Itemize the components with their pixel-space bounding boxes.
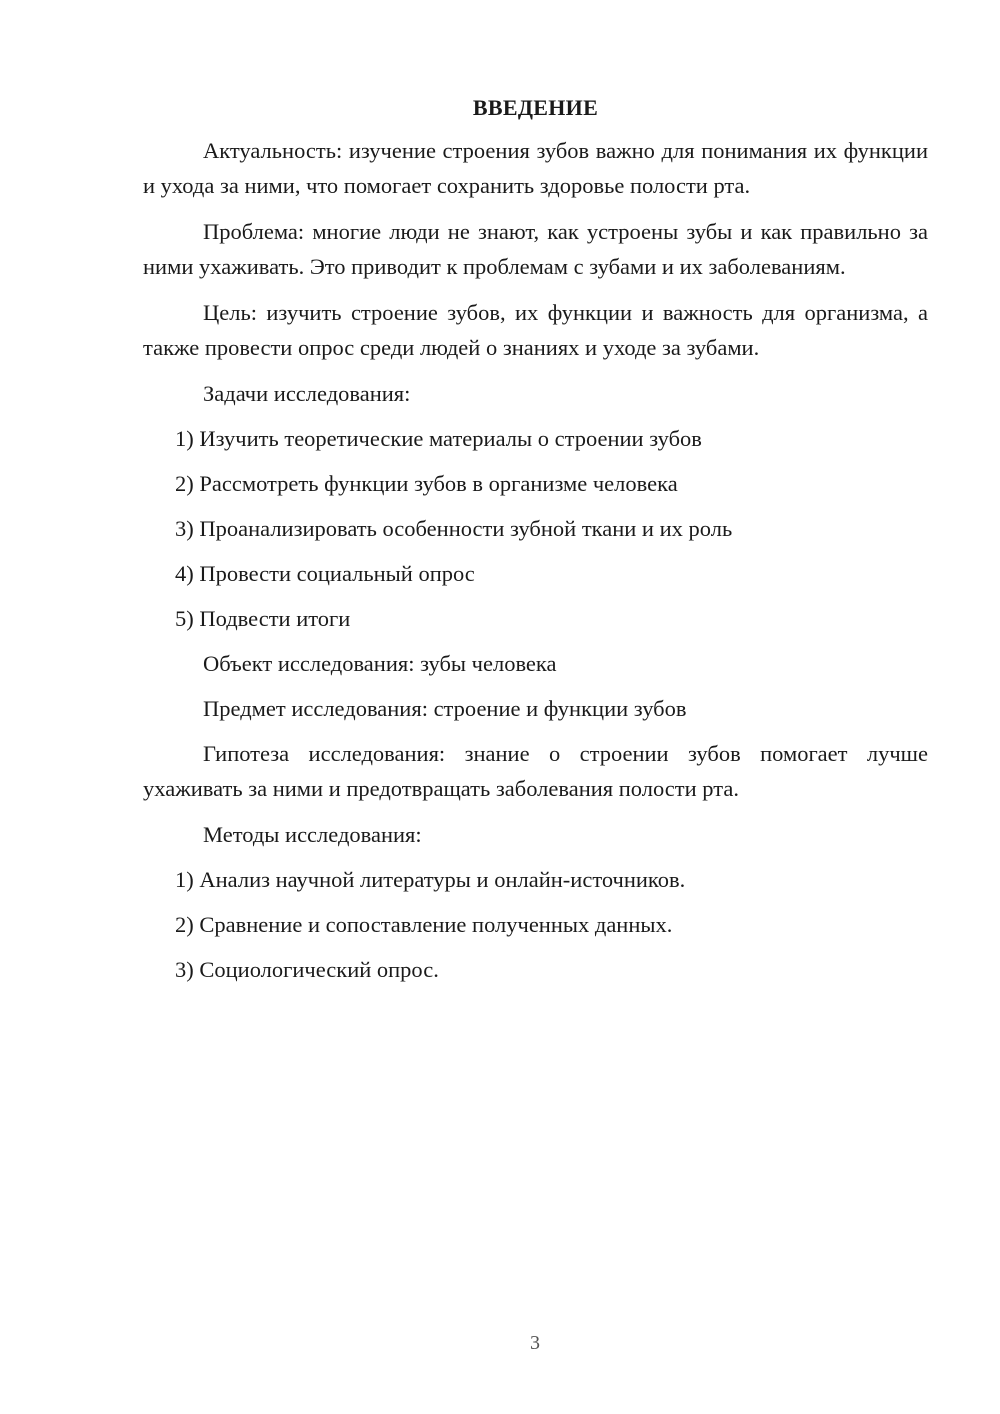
document-page [143, 90, 928, 997]
method-item: 1) Анализ научной литературы и онлайн-источников. [175, 867, 686, 892]
hypothesis-paragraph: Гипотеза исследования: знание о строении зубов помогает лучше ухаживать за ними и предотвращать заболевания полости рта. [143, 741, 928, 801]
task-item: 5) Подвести итоги [175, 606, 351, 631]
relevance-paragraph: Актуальность: изучение строения зубов важно для понимания их функции и ухода за ними, что помогает сохранить здоровье полости рта. [143, 138, 928, 198]
task-item: 4) Провести социальный опрос [175, 561, 475, 586]
research-subject: Предмет исследования: строение и функции зубов [203, 696, 687, 721]
page-title: ВВЕДЕНИЕ [472, 95, 599, 120]
research-object: Объект исследования: зубы человека [203, 651, 557, 676]
problem-paragraph: Проблема: многие люди не знают, как устроены зубы и как правильно за ними ухаживать. Это приводит к проблемам с зубами и их заболеваниям. [143, 219, 928, 279]
task-item: 3) Проанализировать особенности зубной ткани и их роль [175, 516, 733, 541]
goal-paragraph: Цель: изучить строение зубов, их функции и важность для организма, а также провести опрос среди людей о знаниях и уходе за зубами. [143, 300, 928, 360]
tasks-heading: Задачи исследования: [203, 381, 411, 406]
method-item: 3) Социологический опрос. [175, 957, 439, 982]
page-number: 3 [530, 1332, 540, 1354]
methods-heading: Методы исследования: [203, 822, 422, 847]
method-item: 2) Сравнение и сопоставление полученных данных. [175, 912, 673, 937]
task-item: 2) Рассмотреть функции зубов в организме человека [175, 471, 678, 496]
task-item: 1) Изучить теоретические материалы о строении зубов [175, 426, 702, 451]
